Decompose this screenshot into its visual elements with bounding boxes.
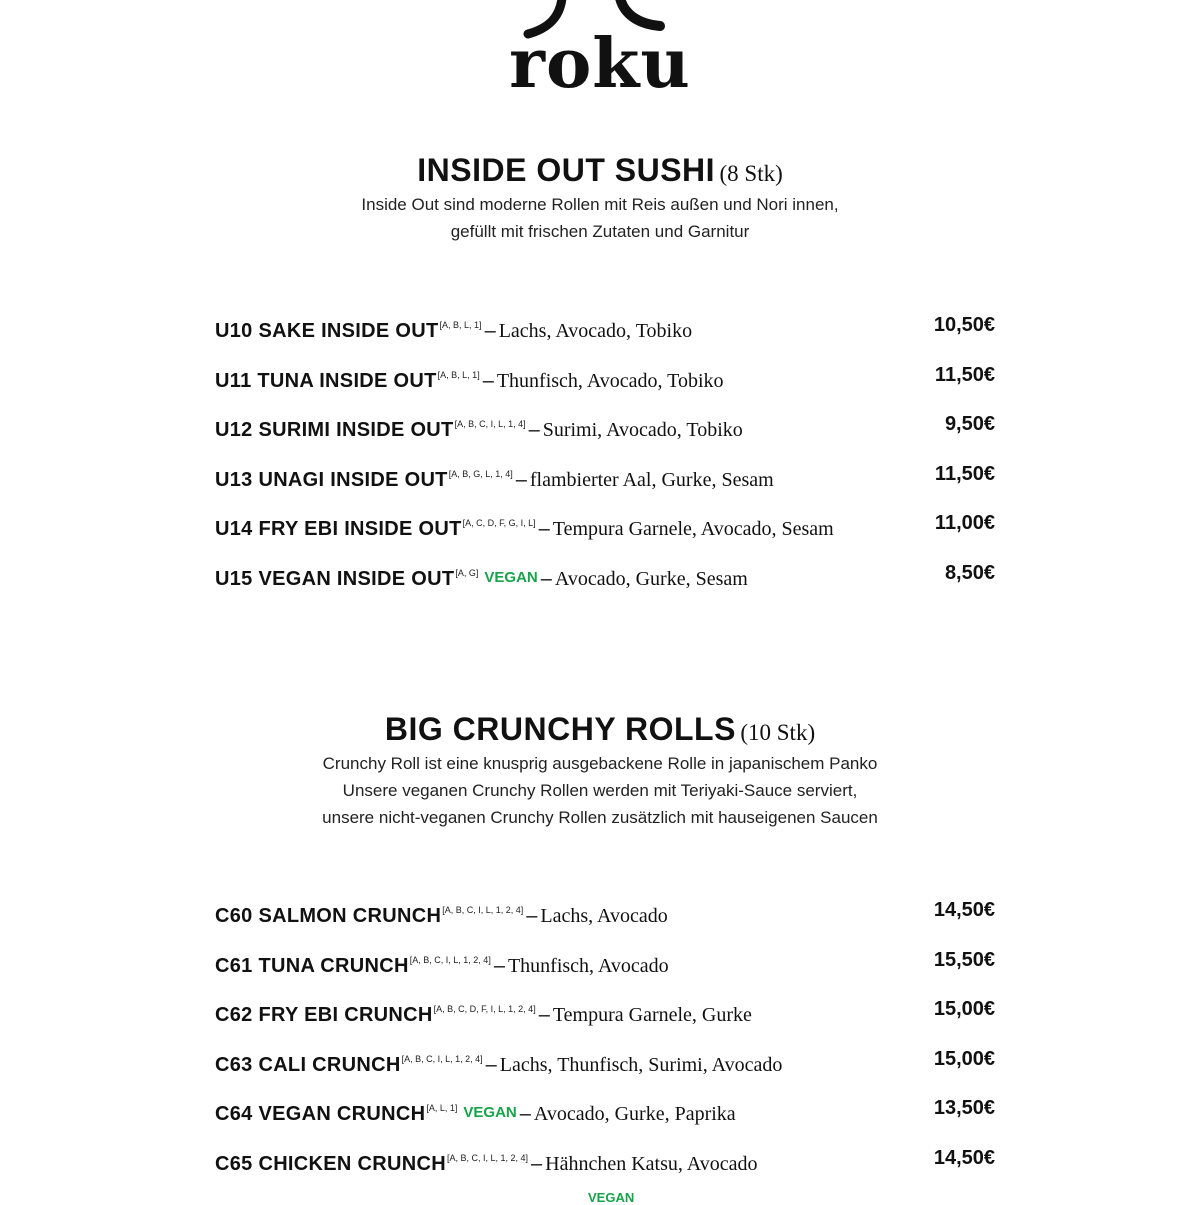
- menu-item: [215, 897, 995, 947]
- item-ingredients: Tempura Garnele, Gurke: [552, 1004, 752, 1027]
- menu-list-inside-out: [215, 312, 995, 610]
- menu-item: [215, 461, 995, 511]
- item-separator: –: [538, 1004, 550, 1027]
- item-name: U11 TUNA INSIDE OUT: [215, 369, 437, 392]
- item-price: 14,50€: [933, 899, 995, 921]
- item-separator: –: [484, 320, 496, 342]
- item-allergens: [A, B, C, D, F, I, L, 1, 2, 4]: [433, 1004, 536, 1015]
- item-allergens: [A, B, C, I, L, 1, 2, 4]: [442, 905, 524, 915]
- item-separator: –: [482, 369, 494, 392]
- section-title-text: INSIDE OUT SUSHI: [417, 152, 716, 188]
- item-name: U15 VEGAN INSIDE OUT: [215, 567, 455, 590]
- item-ingredients: Surimi, Avocado, Tobiko: [542, 419, 743, 442]
- item-price: 8,50€: [944, 561, 995, 584]
- item-ingredients: Avocado, Gurke, Paprika: [533, 1103, 736, 1126]
- item-price: 10,50€: [933, 314, 995, 336]
- item-separator: –: [526, 905, 538, 927]
- item-price: 11,50€: [934, 462, 995, 485]
- item-separator: –: [538, 518, 550, 541]
- menu-item: [215, 996, 995, 1046]
- item-allergens: [A, B, G, L, 1, 4]: [448, 468, 513, 479]
- item-name: C62 FRY EBI CRUNCH: [215, 1004, 433, 1027]
- item-separator: –: [493, 954, 505, 977]
- item-name: C60 SALMON CRUNCH: [215, 905, 442, 927]
- menu-list-crunchy: [215, 897, 995, 1195]
- item-allergens: [A, B, C, I, L, 1, 4]: [454, 419, 526, 430]
- description-line: Inside Out sind moderne Rollen mit Reis außen und Nori innen,: [361, 195, 839, 214]
- section-count: (10 Stk): [740, 720, 816, 745]
- item-ingredients: Thunfisch, Avocado, Tobiko: [496, 369, 724, 392]
- item-ingredients: Avocado, Gurke, Sesam: [554, 567, 748, 590]
- item-ingredients: Lachs, Thunfisch, Surimi, Avocado: [499, 1053, 783, 1076]
- item-price: 9,50€: [944, 413, 995, 436]
- section-inside-out-sushi: [0, 152, 1200, 245]
- menu-item: [215, 1095, 995, 1145]
- item-allergens: [A, G]: [455, 567, 479, 578]
- vegan-badge: VEGAN: [484, 568, 538, 586]
- logo: [0, 0, 1200, 110]
- item-ingredients: flambierter Aal, Gurke, Sesam: [529, 468, 774, 491]
- item-price: 15,00€: [933, 998, 995, 1021]
- section-title-text: BIG CRUNCHY ROLLS: [384, 711, 736, 747]
- description-line: unsere nicht-veganen Crunchy Rollen zusätzlich mit hauseigenen Saucen: [322, 808, 878, 827]
- item-allergens: [A, L, 1]: [426, 1103, 458, 1114]
- description-line: gefüllt mit frischen Zutaten und Garnitur: [450, 222, 750, 241]
- item-name: U12 SURIMI INSIDE OUT: [215, 419, 454, 442]
- item-allergens: [A, B, L, 1]: [439, 320, 482, 330]
- item-ingredients: Lachs, Avocado: [540, 905, 668, 927]
- section-title: [0, 152, 1200, 189]
- item-separator: –: [540, 567, 552, 590]
- item-separator: –: [515, 468, 527, 491]
- section-description: [0, 750, 1200, 831]
- item-allergens: [A, B, C, I, L, 1, 2, 4]: [446, 1152, 529, 1163]
- section-title: [0, 711, 1200, 748]
- item-name: C65 CHICKEN CRUNCH: [215, 1152, 446, 1175]
- item-allergens: [A, B, L, 1]: [437, 369, 480, 380]
- item-name: U10 SAKE INSIDE OUT: [215, 320, 439, 342]
- item-name: C63 CALI CRUNCH: [215, 1053, 401, 1076]
- item-price: 13,50€: [933, 1097, 995, 1120]
- menu-item: [215, 362, 995, 412]
- item-price: 11,00€: [934, 512, 995, 535]
- item-price: 11,50€: [934, 363, 995, 386]
- section-big-crunchy-rolls: [0, 711, 1200, 831]
- description-line: Unsere veganen Crunchy Rollen werden mit Teriyaki-Sauce serviert,: [342, 781, 858, 800]
- section-count: (8 Stk): [719, 161, 783, 186]
- menu-item: [215, 1145, 995, 1195]
- item-separator: –: [531, 1152, 543, 1175]
- item-price: 15,00€: [933, 1047, 995, 1070]
- item-ingredients: Thunfisch, Avocado: [507, 954, 669, 977]
- menu-item: [215, 1046, 995, 1096]
- menu-item: [215, 510, 995, 560]
- item-name: U14 FRY EBI INSIDE OUT: [215, 518, 462, 541]
- item-ingredients: Lachs, Avocado, Tobiko: [498, 320, 693, 342]
- item-price: 15,50€: [933, 948, 995, 971]
- description-line: Crunchy Roll ist eine knusprig ausgebackene Rolle in japanischem Panko: [322, 754, 878, 773]
- item-allergens: [A, B, C, I, L, 1, 2, 4]: [401, 1053, 483, 1064]
- cutoff-vegan-label: VEGAN: [588, 1190, 635, 1205]
- item-separator: –: [528, 419, 540, 442]
- vegan-badge: VEGAN: [463, 1104, 517, 1122]
- item-name: U13 UNAGI INSIDE OUT: [215, 468, 448, 491]
- item-allergens: [A, B, C, I, L, 1, 2, 4]: [409, 954, 491, 965]
- item-separator: –: [519, 1103, 531, 1126]
- item-allergens: [A, C, D, F, G, I, L]: [462, 518, 536, 529]
- menu-item: [215, 312, 995, 362]
- item-price: 14,50€: [933, 1146, 995, 1169]
- section-description: [0, 191, 1200, 245]
- menu-item: [215, 411, 995, 461]
- item-separator: –: [485, 1053, 497, 1076]
- item-name: C61 TUNA CRUNCH: [215, 954, 409, 977]
- menu-item: [215, 560, 995, 610]
- menu-item: [215, 947, 995, 997]
- item-ingredients: Tempura Garnele, Avocado, Sesam: [552, 518, 834, 541]
- brand-name: roku: [509, 24, 691, 104]
- item-ingredients: Hähnchen Katsu, Avocado: [545, 1152, 758, 1175]
- item-name: C64 VEGAN CRUNCH: [215, 1103, 426, 1126]
